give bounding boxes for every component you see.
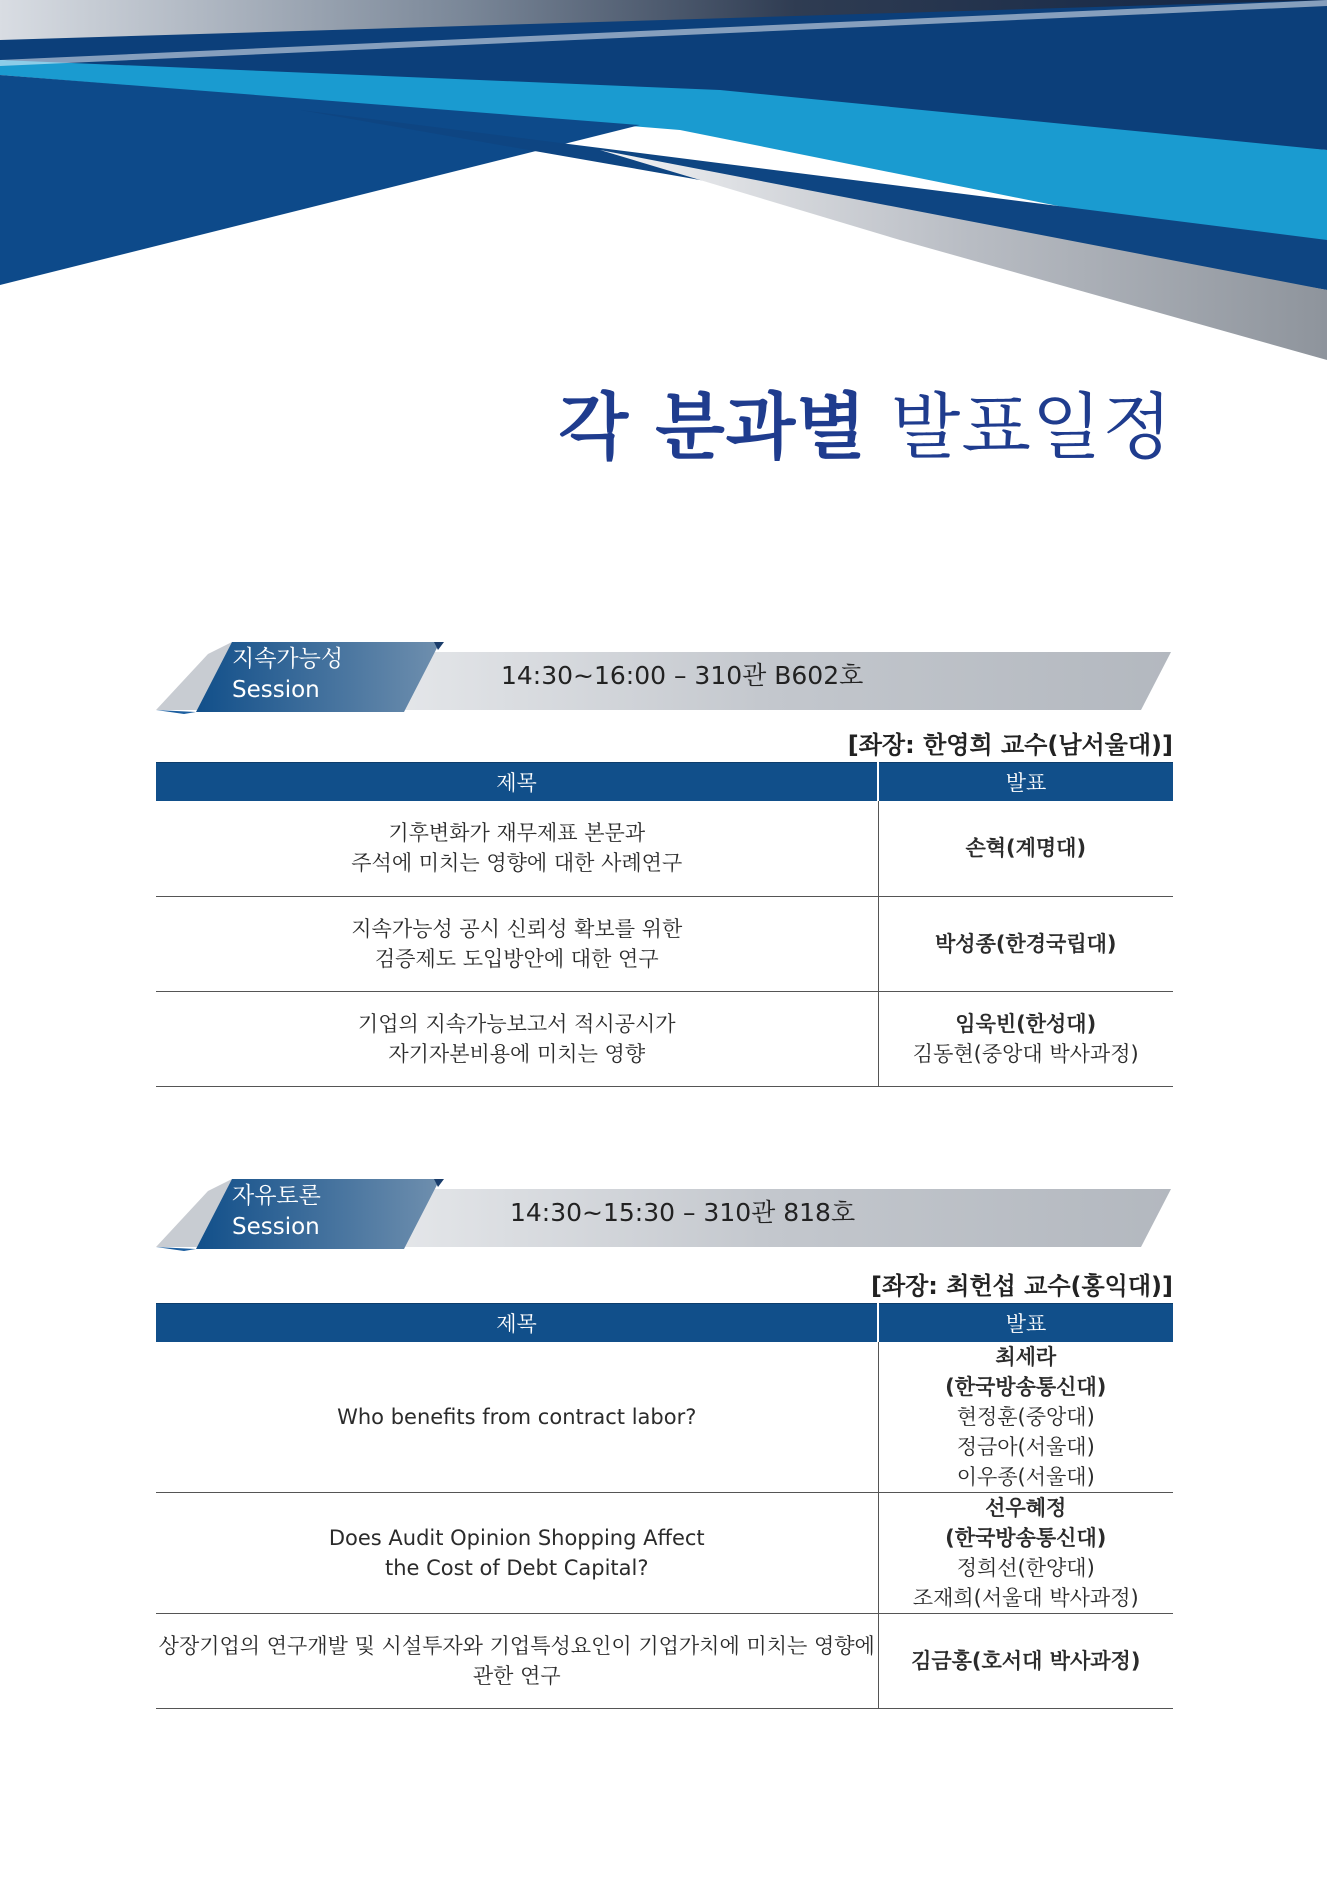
title-line: 자기자본비용에 미치는 영향: [388, 1041, 646, 1066]
presenters: [878, 1614, 1173, 1709]
table-row: [156, 1614, 1173, 1709]
lead-presenter: 선우혜정: [985, 1496, 1067, 1520]
column-presenter: 발표: [878, 763, 1173, 802]
session-tag: [232, 1181, 321, 1243]
column-title: 제목: [156, 1304, 878, 1343]
title-line: 기업의 지속가능보고서 적시공시가: [357, 1011, 676, 1036]
table-row: [156, 1493, 1173, 1614]
lead-presenter: (한국방송통신대): [945, 1375, 1107, 1399]
page-title-bold: 각 분과별: [558, 385, 867, 469]
title-line: Who benefits from contract labor?: [337, 1405, 697, 1429]
co-presenter: 현정훈(중앙대): [956, 1405, 1095, 1429]
table-row: [156, 1342, 1173, 1493]
title-line: the Cost of Debt Capital?: [384, 1556, 649, 1580]
co-presenter: 이우종(서울대): [956, 1465, 1095, 1489]
session-name: 자유토론: [232, 1183, 321, 1209]
page-title-light: 발표일정: [890, 385, 1173, 469]
presentation-title: [156, 1614, 878, 1709]
column-title: 제목: [156, 763, 878, 802]
table-row: [156, 991, 1173, 1086]
title-line: 검증제도 도입방안에 대한 연구: [374, 946, 659, 971]
session-time: 14:30~16:00 – 310관 B602호: [501, 661, 864, 690]
page-title: [558, 385, 1173, 469]
presenters: [878, 1493, 1173, 1614]
table-row: [156, 896, 1173, 991]
session-chair: [좌장: 최헌섭 교수(홍익대)]: [870, 1272, 1173, 1300]
session-time: 14:30~15:30 – 310관 818호: [510, 1198, 856, 1227]
presenters: [878, 801, 1173, 896]
lead-presenter: 임욱빈(한성대): [955, 1011, 1097, 1036]
session-sustainability: [156, 640, 1173, 1087]
lead-presenter: (한국방송통신대): [945, 1526, 1107, 1550]
title-line: 기후변화가 재무제표 본문과: [388, 821, 646, 846]
co-presenter: 조재희(서울대 박사과정): [912, 1586, 1139, 1610]
title-line: 관한 연구: [472, 1664, 561, 1688]
presentation-title: [156, 1342, 878, 1493]
table-header-row: [156, 763, 1173, 802]
session-free-discussion: [156, 1177, 1173, 1709]
co-presenter: 정희선(한양대): [956, 1556, 1095, 1580]
session-tag: [232, 644, 343, 706]
session-label: Session: [232, 677, 320, 703]
column-presenter: 발표: [878, 1304, 1173, 1343]
presenters: [878, 991, 1173, 1086]
session-header: [156, 640, 1173, 720]
session-name: 지속가능성: [232, 646, 344, 672]
title-line: 주석에 미치는 영향에 대한 사례연구: [351, 851, 683, 876]
co-presenter: 김동현(중앙대 박사과정): [912, 1041, 1139, 1066]
schedule-table: [156, 762, 1173, 1087]
schedule-table: [156, 1303, 1173, 1709]
lead-presenter: 최세라: [995, 1345, 1057, 1369]
presentation-title: [156, 801, 878, 896]
lead-presenter: 김금홍(호서대 박사과정): [911, 1649, 1141, 1673]
presentation-title: [156, 896, 878, 991]
session-label: Session: [232, 1214, 320, 1240]
lead-presenter: 손혁(계명대): [965, 836, 1087, 861]
session-chair: [좌장: 한영희 교수(남서울대)]: [847, 731, 1173, 759]
co-presenter: 정금아(서울대): [956, 1435, 1095, 1459]
title-line: Does Audit Opinion Shopping Affect: [328, 1526, 705, 1550]
presentation-title: [156, 991, 878, 1086]
table-header-row: [156, 1304, 1173, 1343]
presenters: [878, 896, 1173, 991]
lead-presenter: 박성종(한경국립대): [935, 931, 1117, 956]
header-banner: [0, 0, 1327, 400]
title-line: 상장기업의 연구개발 및 시설투자와 기업특성요인이 기업가치에 미치는 영향에: [158, 1634, 875, 1658]
presentation-title: [156, 1493, 878, 1614]
title-line: 지속가능성 공시 신뢰성 확보를 위한: [351, 916, 683, 941]
presenters: [878, 1342, 1173, 1493]
table-row: [156, 801, 1173, 896]
session-header: [156, 1177, 1173, 1257]
